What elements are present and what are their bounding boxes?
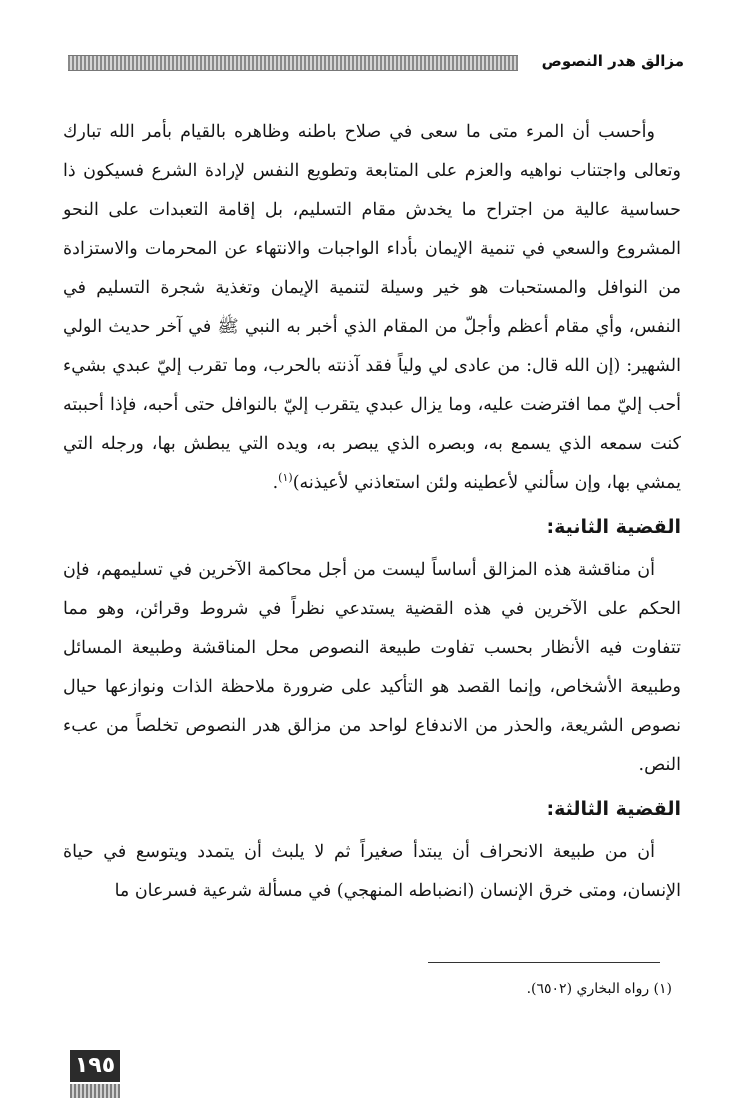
body-text — [63, 113, 681, 911]
footnote-separator — [428, 962, 660, 963]
heading-issue-three: القضية الثالثة: — [546, 798, 681, 820]
footnote-reference: (١) — [278, 471, 293, 485]
paragraph-3: أن من طبيعة الانحراف أن يبتدأ صغيراً ثم لا يلبث أن يتمدد ويتوسع في حياة الإنسان، ومتى خرق الإنسان (انضباطه المنهجي) في مسألة شرعية فسرعان ما — [63, 842, 681, 901]
folio-decorative-bar — [70, 1084, 120, 1098]
heading-issue-two: القضية الثانية: — [546, 516, 681, 538]
page-number: ١٩٥ — [70, 1050, 120, 1082]
running-header-title: مزالق هدر النصوص — [541, 52, 684, 70]
header-decorative-bar — [68, 55, 518, 71]
paragraph-1 — [63, 113, 681, 503]
paragraph-1-text: وأحسب أن المرء متى ما سعى في صلاح باطنه وظاهره بالقيام بأمر الله تبارك وتعالى واجتناب نواهيه والعزم على المتابعة وتطويع النفس لإرادة الشرع فسيكون ذا حساسية عالية من اجتراح ما يخدش مقام التسليم، بل إقامة التعبدات على النحو المشروع والسعي في تنمية الإيمان بأداء الواجبات والانتهاء عن المحرمات والاستزادة من النوافل والمستحبات هو خير وسيلة لتنمية الإيمان وتغذية شجرة التسليم في النفس، وأي مقام أعظم وأجلّ من المقام الذي أخبر به النبي ﷺ في آخر حديث الولي الشهير: (إن الله قال: من عادى لي ولياً فقد آذنته بالحرب، وما تقرب إليّ عبدي بشيء أحب إليّ مما افترضت عليه، وما يزال عبدي يتقرب إليّ بالنوافل حتى أحبه، فإذا أحببته كنت سمعه الذي يسمع به، وبصره الذي يبصر به، ويده التي يبطش بها، ورجله التي يمشي بها، وإن سألني لأعطينه ولئن استعاذني لأعيذنه) — [63, 122, 681, 493]
paragraph-2: أن مناقشة هذه المزالق أساساً ليست من أجل محاكمة الآخرين في تسليمهم، فإن الحكم على الآخرين في هذه القضية يستدعي نظراً في شروط وقرائن، وهو مما تتفاوت فيه الأنظار بحسب تفاوت طبيعة النصوص محل المناقشة وطبيعة المسائل وطبيعة الأشخاص، وإنما القصد هو التأكيد على ضرورة ملاحظة الذات ونوازعها حيال نصوص الشريعة، والحذر من الاندفاع لواحد من مزالق هدر النصوص تخلصاً من عبء النص. — [63, 560, 681, 775]
paragraph-1-end: . — [272, 473, 279, 493]
footnote: (١) رواه البخاري (٦٥٠٢). — [526, 981, 672, 997]
